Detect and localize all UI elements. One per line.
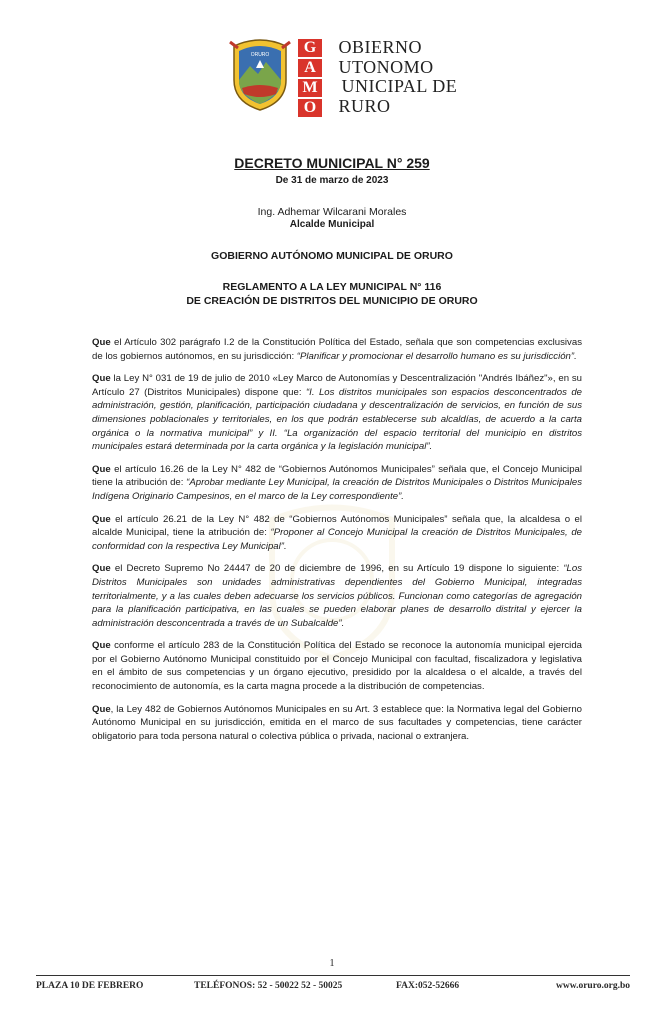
acronym-letter: M (298, 79, 322, 97)
svg-text:ORURO: ORURO (250, 52, 270, 58)
acronym-bar (298, 39, 322, 117)
consideration-paragraph (92, 703, 582, 744)
paragraph-quote: “Planificar y promocionar el desarrollo humano es su jurisdicción”. (296, 350, 577, 362)
paragraph-lead: Que (92, 373, 111, 385)
letterhead (228, 36, 488, 120)
paragraph-lead: Que (92, 703, 111, 715)
acronym-letter: G (298, 39, 322, 57)
consideration-paragraph (92, 336, 582, 363)
page-number: 1 (329, 958, 335, 969)
org-line: GOBIERNO (325, 37, 422, 57)
paragraph-quote: “Proponer al Concejo Municipal la creación de Distritos Municipales, de conformidad con la respectiva Ley Municipal”. (92, 527, 582, 552)
consideration-paragraph (92, 463, 582, 504)
consideration-paragraph (92, 513, 582, 554)
paragraph-text: el artículo 16.26 de la Ley N° 482 de “Gobiernos Autónomos Municipales” señala que, el Concejo Municipal tiene la atribución de: (92, 463, 582, 489)
paragraph-quote: “I. Los distritos municipales son espacios desconcentrados de administración, gestión, planificación, participación ciudadana y descentralización de servicios, en función de sus dimensiones poblacionales y territoriales, en los que podrán establecerse sub alcaldías, de acuerdo a la carta orgánica o la normativa municipal” y II. “La organización del espacio territorial del municipio en distritos municipales estará determinada por la carta orgánica y la legislación municipal”. (92, 386, 582, 453)
paragraph-text: , la Ley 482 de Gobiernos Autónomos Municipales en su Art. 3 establece que: la Normativa legal del Gobierno Autónomo Municipal en su jurisdicción, emitida en el marco de sus facultades y competencias, tiene carácter obligatorio para toda persona natural o colectiva pública o privada, nacional o extranjera. (92, 703, 582, 742)
footer (36, 981, 630, 995)
acronym-letter: O (298, 99, 322, 117)
paragraph-lead: Que (92, 513, 111, 525)
acronym-letter: A (298, 59, 322, 77)
government-name: GOBIERNO AUTÓNOMO MUNICIPAL DE ORURO (211, 250, 453, 262)
org-line: AUTONOMO (325, 56, 434, 77)
org-line: MUNICIPAL DE (325, 76, 458, 96)
consideration-paragraph (92, 639, 582, 693)
regulation-title-line1: REGLAMENTO A LA LEY MUNICIPAL N° 116 (222, 281, 442, 293)
paragraph-text: el Artículo 302 parágrafo I.2 de la Constitución Política del Estado, señala que son competencias exclusivas de los gobiernos autónomos, en su jurisdicción: (92, 337, 582, 362)
org-line: ORURO (325, 95, 391, 116)
considerations-body (92, 336, 582, 752)
paragraph-lead: Que (92, 463, 111, 475)
mayor-role: Alcalde Municipal (289, 219, 375, 230)
regulation-title-line2: DE CREACIÓN DE DISTRITOS DEL MUNICIPIO DE ORURO (186, 295, 478, 307)
paragraph-text: el Decreto Supremo No 24447 de 20 de diciembre de 1996, en su Artículo 19 dispone lo siguiente: (110, 563, 564, 575)
decree-date: De 31 de marzo de 2023 (275, 175, 389, 186)
paragraph-text: el artículo 26.21 de la Ley N° 482 de “Gobiernos Autónomos Municipales” señala que, la alcaldesa o el alcalde Municipal, tiene la atribución de: (92, 513, 582, 539)
consideration-paragraph (92, 372, 582, 454)
paragraph-lead: Que (92, 337, 111, 348)
paragraph-quote: “Aprobar mediante Ley Municipal, la creación de Distritos Municipales o Distritos Municipales Indígena Originario Campesinos, en el marco de la Ley correspondiente”. (92, 477, 582, 502)
organization-name (325, 38, 457, 116)
footer-fax: FAX:052-52666 (396, 981, 460, 991)
mayor-name: Ing. Adhemar Wilcarani Morales (257, 206, 407, 218)
footer-divider (36, 975, 630, 976)
decree-title: DECRETO MUNICIPAL N° 259 (234, 155, 430, 171)
paragraph-lead: Que (92, 563, 111, 575)
paragraph-lead: Que (92, 640, 111, 652)
paragraph-quote: “Los Distritos Municipales son unidades administrativas dependientes del Gobierno Municipal, integradas territorialmente, y a las cuales deben adecuarse los servicios públicos. Funcionan como categorías de agregación para la planificación participativa, en las cuales se pueden elaborar planes de desarrollo distrital y ejercer la administración desconcentrada a través de un Subalcalde”. (92, 563, 582, 629)
consideration-paragraph (92, 562, 582, 630)
footer-address: PLAZA 10 DE FEBRERO (36, 981, 144, 991)
footer-phones: TELÉFONOS: 52 - 50022 52 - 50025 (194, 981, 343, 991)
municipal-seal-icon (228, 36, 292, 112)
paragraph-text: la Ley N° 031 de 19 de julio de 2010 «Ley Marco de Autonomías y Descentralización "Andrés Ibáñez"», en su Artículo 27 (Distritos Municipales) dispone que: (92, 373, 582, 398)
footer-website[interactable]: www.oruro.org.bo (556, 981, 630, 991)
paragraph-text: conforme el artículo 283 de la Constitución Política del Estado se reconoce la autonomía municipal ejercida por el Gobierno Autónomo Municipal constituido por el Concejo Municipal con facultad, fiscalizadora y legislativa en el ámbito de sus competencias y un órgano ejecutivo, presidido por la alcaldesa o el alcalde, a través del reconocimiento de autonomía, es la carta magna procede a la distribución de competencias. (92, 640, 582, 693)
